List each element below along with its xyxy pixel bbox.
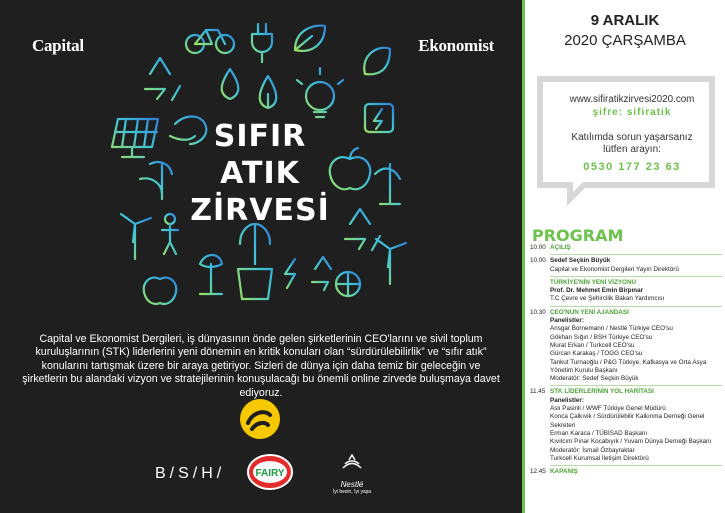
event-date: 9 ARALIK [590,12,660,29]
program-divider [550,254,722,255]
program-text: Moderatör: Sedef Seçkin Büyük [550,375,639,383]
program-item [530,309,722,317]
plug-icon [252,24,272,62]
bolt-icon [285,259,295,288]
program-item [530,334,722,342]
event-description: Capital ve Ekonomist Dergileri, iş dünyasının önde gelen şirketlerinin CEO'larını ve sivil toplum kuruluşlarının (STK) liderlerini yeni dönemin en kritik konuları olan “sürdürülebilirlik” ve “sıfır atık” konularını tartışmak üzere bir araya getiriyor. Sizleri de dünya için daha temiz bir geleceğin ve şirketlerin bu alandaki vizyon ve stratejilerinin konuşulacağı bu önemli online zirvede buluşmaya davet ediyoruz. [22,333,500,399]
light-bulb-icon [297,68,343,117]
plant-pot-icon [238,224,272,299]
info-bubble [537,76,715,216]
nestle-slogan: İyi besin, İyi yaşa [332,489,372,495]
program-text: Ansgar Bornemann / Nestlé Türkiye CEO'su [550,325,673,333]
program-item [530,468,722,476]
event-year-day: 2020 ÇARŞAMBA [564,32,686,49]
title-line-1: SIFIR [213,119,307,154]
program-divider [550,276,722,277]
sprout-icon [200,255,222,294]
recycle-icon [145,58,180,100]
program-text: Moderatör: İsmail Özbayraktar [550,446,635,454]
event-title [190,118,330,229]
program-divider [550,385,722,386]
program-time: 10.30 [530,308,546,316]
program-title: PROGRAM [532,226,624,245]
title-line-3: ZİRVESİ [190,193,330,228]
solar-panel-icon [112,119,158,157]
program-item [530,397,722,405]
leaves-branch-icon [140,162,172,199]
program-text: Capital ve Ekonomist Dergileri Yayın Direktörü [550,265,679,273]
capital-logo: Capital [32,36,84,55]
nestle-name: Nestlé [340,480,364,489]
program-item [530,342,722,350]
person-icon [162,214,178,254]
wind-turbine-icon [121,214,151,259]
program-item [530,350,722,358]
program-divider [550,465,722,466]
program-item [530,413,722,430]
recycle-icon-2 [345,209,380,250]
program-item [530,375,722,383]
program-item [530,438,722,446]
program-text: Kıvılcım Pınar Kocabıyık / Yuvam Dünya Derneği Başkanı [550,438,712,446]
wind-turbine-icon-2 [376,239,406,284]
battery-bolt-icon [365,104,393,132]
program-time: 11.45 [530,388,546,396]
program-text: TÜRKİYE'NİN YENİ VİZYONU [550,278,637,286]
bubble-tail-icon [567,182,597,206]
phone-number[interactable]: 0530 177 23 63 [583,161,681,173]
program-time: 10.00 [530,257,546,265]
program-text: Aslı Pasinli / WWF Türkiye Genel Müdürü [550,405,666,413]
program-time: 10.00 [530,244,546,251]
program-item [530,257,722,265]
program-item [530,430,722,438]
program-text: T.C Çevre ve Şehircilik Bakan Yardımcısı [550,295,665,303]
program-text: Erman Karaca / TÜBİSAD Başkanı [550,429,648,437]
program-text: Sedef Seçkin Büyük [550,257,611,265]
earth-hands-icon [336,272,360,296]
program-item [530,279,722,287]
ekonomist-logo: Ekonomist [418,36,494,55]
program-item [530,317,722,325]
help-text-2: lütfen arayın: [603,144,661,155]
fairy-text: FAIRY [255,468,285,479]
apple-icon [330,148,371,189]
nestle-logo [322,452,382,502]
program-text: STK LİDERLERİNİN YOL HARİTASI [550,388,654,396]
program-text: Gökhan Sığın / BSH Türkiye CEO'su [550,333,653,341]
website-link[interactable]: www.sifiratikzirvesi2020.com [569,94,695,105]
program-text: Gürcan Karakaş / TOGG CEO'su [550,350,643,358]
program-text: KAPANIŞ [550,468,578,476]
program-text: AÇILIŞ [550,244,571,251]
program-list [530,244,722,476]
program-text: Murat Erkan / Turkcell CEO'su [550,341,635,349]
recycle-icon-3 [312,257,331,290]
accent-bar [522,0,525,513]
apple-icon-2 [144,278,177,304]
program-item [530,388,722,396]
program-item [530,244,722,252]
program-text: Turkcell Kurumsal İletişim Direktörü [550,454,649,462]
plant-drop-icon [260,76,277,108]
program-text: Tankut Turnaoğlu / P&G Türkiye, Kafkasya ve Orta Asya [550,358,707,366]
fairy-logo [246,452,294,492]
help-text-1: Katılımda sorun yaşarsanız [571,132,693,143]
program-time: 12.45 [530,468,546,476]
program-item [530,287,722,295]
plants-icon [375,164,400,204]
title-line-2: ATIK [220,156,300,191]
leaf-icon-2 [364,48,390,75]
turkcell-logo-icon [238,397,282,441]
program-item [530,266,722,274]
program-item [530,295,722,303]
program-item [530,359,722,367]
program-text: Konca Çalkıvik / Sürdürülebilir Kalkınma Derneği Genel Sekreteri [550,413,705,429]
password-text: şifre: sifiratik [592,107,672,118]
program-item [530,367,722,375]
program-text: CEO'NUN YENİ AJANDASI [550,308,629,316]
program-text: Panelistler: [550,317,584,325]
bsh-logo: B/S/H/ [155,465,226,482]
leaf-icon [295,26,325,51]
program-text: Prof. Dr. Mehmet Emin Birpınar [550,287,644,295]
info-bubble-box [537,76,715,188]
program-item [530,455,722,463]
program-item [530,447,722,455]
nest-icon [340,452,364,474]
program-text: Panelistler: [550,396,584,404]
water-drop-icon [222,69,239,99]
info-panel [522,0,725,513]
program-item [530,405,722,413]
program-text: Yönetim Kurulu Başkanı [550,366,618,374]
bicycle-icon [186,30,234,53]
program-item [530,325,722,333]
program-divider [550,306,722,307]
